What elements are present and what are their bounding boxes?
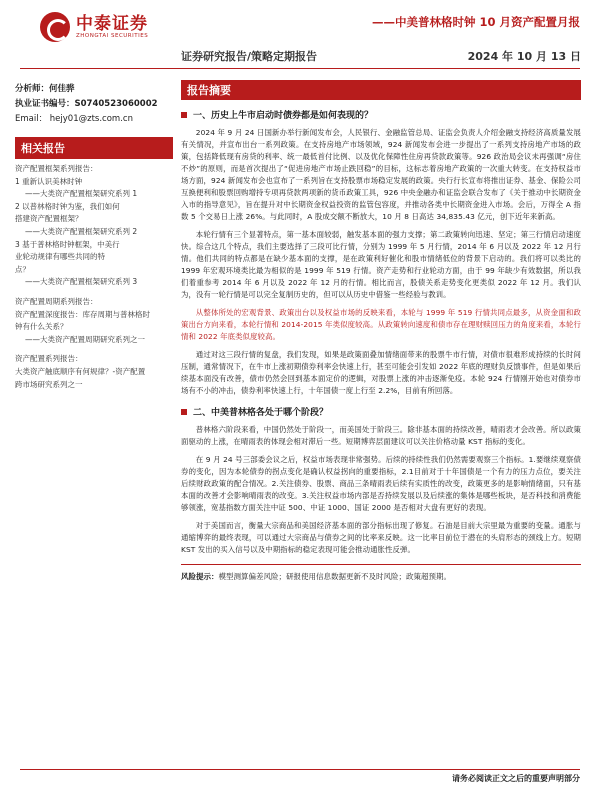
related-item[interactable]: 3 基于普林格时钟框架，中美行: [15, 239, 120, 249]
analyst-email[interactable]: Email： hejy01@zts.com.cn: [15, 114, 133, 124]
related-item[interactable]: 1 重新认识美林时钟: [15, 176, 83, 186]
risk-divider: [181, 564, 581, 565]
analyst-label: 分析师：: [15, 84, 50, 94]
main-content: [181, 80, 581, 582]
page-header: [0, 0, 600, 78]
related-reports-list: [15, 163, 173, 391]
related-item[interactable]: 资产配置深度报告：库存周期与普林格时: [15, 309, 150, 319]
report-title: ——中美普林格时钟 10 月资产配置月报: [371, 15, 580, 29]
abstract-title: 报告摘要: [181, 80, 581, 100]
paragraph-3-highlight: 从整体所处的宏观背景、政策出台以及权益市场的反映来看，本轮与 1999 年 519 行情共同点最多，从资金面和政策出台方向来看，本轮行情和 2014-2015 年类似度较高。从政策转向速度和债市存在理财赎回压力的角度来看，本轮行情和 2022 年底类似度较高。: [181, 308, 581, 341]
risk-text: 模型测算偏差风险；研报使用信息数据更新不及时风险；政策超预期。: [218, 572, 451, 581]
logo-en-text: ZHONGTAI SECURITIES: [76, 33, 149, 39]
risk-label: 风险提示：: [181, 572, 219, 581]
footer-divider: [20, 769, 580, 770]
section-marker-icon: [181, 409, 187, 415]
related-item: ——大类资产配置周期研究系列之一: [25, 334, 145, 344]
related-item: 资产配置框架系列报告：: [15, 164, 98, 173]
related-item[interactable]: 2 以普林格时钟为鉴，我们如何: [15, 201, 120, 211]
analyst-name: 何佳骅: [49, 84, 75, 94]
company-logo: [40, 12, 148, 42]
license-number: S0740523060002: [74, 99, 158, 109]
report-date: 2024 年 10 月 13 日: [467, 50, 581, 63]
license-label: 执业证书编号：: [15, 99, 75, 109]
paragraph-4: 通过对这三段行情的复盘，我们发现，如果是政策面叠加情绪面带来的股票牛市行情，对债市很难形成持续的长时间压制，通常情况下，在牛市上涨初期债券利率会快速上行，甚至可能会引发如 2022 年底的理财负反馈事件，但是如果后续基本面没有改善，债市仍然会回到基本面定价的逻辑，对股票上涨的冲击逐渐免疫。本轮 924 行情刚开始也对债券市场有不小的冲击，债券利率快速上行，十年国债一度上行至 2.2%，目前有所回落。: [181, 350, 581, 395]
related-reports-title: 相关报告: [15, 137, 173, 159]
related-item[interactable]: 搭建资产配置框架？: [15, 214, 83, 224]
related-item[interactable]: 跨市场研究系列之一: [15, 379, 83, 389]
section-1-title: 一、历史上牛市启动时债券都是如何表现的？: [193, 111, 374, 121]
section-marker-icon: [181, 112, 187, 118]
related-item: ——大类资产配置框架研究系列 1: [25, 189, 138, 199]
related-item[interactable]: 点？: [15, 264, 30, 274]
logo-cn-text: 中泰证券: [76, 14, 148, 34]
paragraph-5: 普林格六阶段来看，中国仍然处于阶段一，而美国处于阶段三。除非基本面的持续改善，晴雨表才会改善。所以政策面驱动的上涨，在晴雨表的体现会相对滞后一些。短期博弈层面建议可以关注价格动量 KST 指标的变化。: [181, 425, 581, 446]
sidebar: [15, 82, 173, 398]
paragraph-7: 对于美国而言，衡量大宗商品和美国经济基本面的部分指标出现了修复。石油是目前大宗里最为重要的变量。通胀与通缩博弈的最终表现，可以通过大宗商品与债券之间的比率来反映。这一比率目前位于潜在的头肩形态的颈线上方。短期 KST 发出的买入信号以及中期指标的稳定表现可能会推动通胀性反弹。: [181, 521, 581, 554]
footer-disclaimer: 请务必阅读正文之后的重要声明部分: [452, 774, 580, 783]
paragraph-2: 本轮行情有三个显著特点，第一基本面较弱，触发基本面的强力支撑；第二政策转向迅速、坚定；第三行情启动速度快。综合这几个特点，我们主要选择了三段可比行情，分别为 1999 年 5 月行情，2014 年 6 月以及 2022 年 12 月行情。他们共同的特点都是在缺少基本面的支撑，是在政策利好催化和股市情绪低位的背景下启动的。我们将可以类比的 1999 年宏观环境类比最为相似的是 1999 年 519 行情。资产走势和行业轮动方面，由于 99 年缺少有效数据，所以我们着重参考 2014 年 6 月以及 2022 年 12 月的行情。相比而言，股债关系走势变化更类似 2022 年 12 月。我们认为，没有一轮行情是可以完全复制历史的，但可以从历史中借鉴一些经验与教训。: [181, 230, 581, 299]
paragraph-1: 2024 年 9 月 24 日国新办举行新闻发布会，人民银行、金融监管总局、证监会负责人介绍金融支持经济高质量发展有关情况，并宣布出台一系列政策。在支持房地产市场领域，924 新闻发布会进一步提出了一系列支持房地产市场的政策，包括降低现有房贷的利率、统一最低首付比例、以及优化保障性住房再贷款政策等。926 政治局会议未再强调“房住不炒”的原则，而是首次提出了“促进房地产市场止跌回稳”的目标，这标志着房地产政策的一次重大转变。在支持权益市场方面，924 新闻发布会也宣布了一系列旨在支持股票市场稳定发展的政策。央行行长宣布将推出证券、基金、保险公司互换便利和股票回购增持专项再贷款两项新的货币政策工具，926 中央金融办和证监会联合发布了《关于推动中长期资金入市的指导意见》，旨在提升对中长期资金权益投资的监管包容度，并推动各类中长期资金进入市场。会后，万得全 A 指数 5 个交易日上涨 26%。与此同时，A 股成交额不断放大，10 月 8 日高达 34,835.43 亿元，创下近年来新高。: [181, 128, 581, 221]
risk-note: [181, 571, 581, 582]
related-item[interactable]: 业轮动规律有哪些共同的特: [15, 252, 105, 262]
section-2-title: 二、中美普林格各处于哪个阶段？: [193, 408, 329, 418]
related-item[interactable]: 钟有什么关系？: [15, 322, 68, 332]
section-1-heading: [181, 108, 581, 121]
header-divider: [20, 68, 580, 69]
related-item[interactable]: 大类资产触底顺序有何规律？-资产配置: [15, 366, 146, 376]
related-item: ——大类资产配置框架研究系列 3: [25, 277, 138, 287]
related-item: 资产配置周期系列报告：: [15, 296, 98, 306]
section-2-heading: [181, 405, 581, 418]
analyst-info: [15, 82, 173, 127]
related-item: ——大类资产配置框架研究系列 2: [25, 226, 138, 236]
paragraph-6: 在 9 月 24 号三部委会议之后，权益市场表现非常强势。后续的持续性我们仍然需要观察三个指标。1.要继续观察债券的变化，因为本轮债券的拐点变化是确认权益拐向的重要指标，2.1目前对于十年国债是一个有力的压力点位，要关注后续财政政策的配合情况。2.关注债券、股票、商品三条晴雨表后续有实质性的改变，政策更多的是影响情绪面，只有基本面的改善才会影响晴雨表的改变。3.关注权益市场内部是否持续发展以及后续涨的集体是哪些板块，是否科技和消费能够领涨，宽基指数方面关注中证 500、中证 1000、国证 2000 是否相对大盘有更好的表现。: [181, 455, 581, 512]
logo-icon: [40, 12, 70, 42]
report-type: 证券研究报告/策略定期报告: [181, 50, 318, 63]
related-item: 资产配置系列报告：: [15, 354, 83, 364]
